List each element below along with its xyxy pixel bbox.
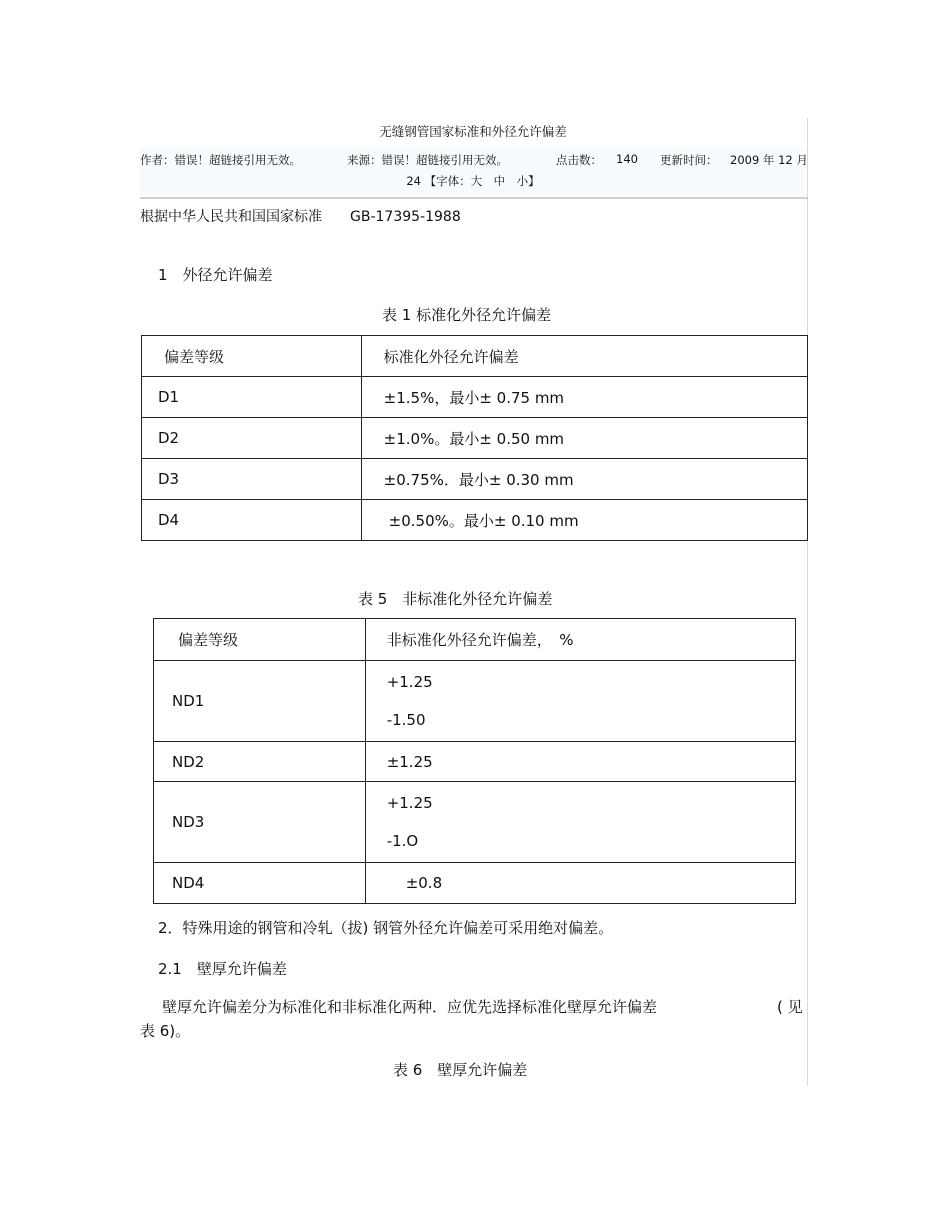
table-row: [142, 377, 808, 418]
table1-caption: 表 1 标准化外径允许偏差: [382, 306, 552, 324]
table-header-cell: 非标准化外径允许偏差， %: [365, 619, 795, 661]
table-cell: ND1: [154, 661, 366, 742]
table5: [153, 618, 796, 904]
table-header-cell: 标准化外径允许偏差: [361, 336, 807, 377]
meta-updated-label: 更新时间：: [660, 153, 718, 167]
table-row: [142, 418, 808, 459]
table-cell: [365, 782, 795, 863]
table-cell: ±1.5%，最小± 0.75 mm: [361, 377, 807, 418]
table-header-cell: 偏差等级: [154, 619, 366, 661]
article-meta-bar: [140, 148, 806, 196]
meta-clicks-value: 140: [616, 152, 638, 166]
table-cell: ±1.25: [365, 742, 795, 782]
meta-author: 作者：错误！超链接引用无效。: [140, 153, 301, 167]
section-heading-1: 1 外径允许偏差: [158, 266, 273, 284]
table1: [141, 335, 808, 541]
upper-deviation: +1.25: [386, 673, 433, 691]
table-cell: ±0.8: [365, 863, 795, 904]
meta-source: 来源：错误！超链接引用无效。: [347, 153, 508, 167]
standard-code: GB-17395-1988: [350, 209, 461, 225]
paragraph-3-line1: 壁厚允许偏差分为标准化和非标准化两种．应优先选择标准化壁厚允许偏差: [162, 998, 658, 1016]
table-row: [154, 742, 796, 782]
paragraph-2: 2．特殊用途的钢管和冷轧（拔) 钢管外径允许偏差可采用绝对偏差。: [158, 919, 614, 937]
table-row: [142, 500, 808, 541]
table-cell: D3: [142, 459, 362, 500]
table-row: [154, 661, 796, 742]
table-cell: ND2: [154, 742, 366, 782]
upper-deviation: +1.25: [386, 794, 433, 812]
paragraph-3-tail: ( 见: [777, 998, 803, 1016]
page-right-border: [807, 118, 808, 1086]
lower-deviation: -1.O: [386, 832, 419, 850]
table-cell: ±1.0%。最小± 0.50 mm: [361, 418, 807, 459]
table-row: [154, 863, 796, 904]
lower-deviation: -1.50: [386, 711, 426, 729]
table-header-cell: 偏差等级: [142, 336, 362, 377]
article-title: 无缝钢管国家标准和外径允许偏差: [379, 124, 567, 139]
table-cell: ±0.75%．最小± 0.30 mm: [361, 459, 807, 500]
table5-caption: 表 5 非标准化外径允许偏差: [358, 590, 553, 608]
meta-font-size-line[interactable]: 24 【字体：大 中 小】: [406, 174, 540, 188]
table-cell: D2: [142, 418, 362, 459]
table-row: [154, 619, 796, 661]
table-cell: D4: [142, 500, 362, 541]
paragraph-3-line2: 表 6)。: [140, 1022, 191, 1040]
table-cell: [365, 661, 795, 742]
section-heading-2-1: 2.1 壁厚允许偏差: [158, 960, 287, 978]
table-cell: D1: [142, 377, 362, 418]
meta-updated-value: 2009 年 12 月: [730, 153, 808, 167]
table-cell: ±0.50%。最小± 0.10 mm: [361, 500, 807, 541]
table-row: [154, 782, 796, 863]
divider: [140, 197, 808, 199]
meta-clicks-label: 点击数：: [556, 153, 602, 167]
table6-caption: 表 6 壁厚允许偏差: [393, 1061, 528, 1079]
table-cell: ND3: [154, 782, 366, 863]
table-row: [142, 336, 808, 377]
table-cell: ND4: [154, 863, 366, 904]
table-row: [142, 459, 808, 500]
standard-basis: 根据中华人民共和国国家标准 GB-17395-1988: [140, 209, 461, 225]
